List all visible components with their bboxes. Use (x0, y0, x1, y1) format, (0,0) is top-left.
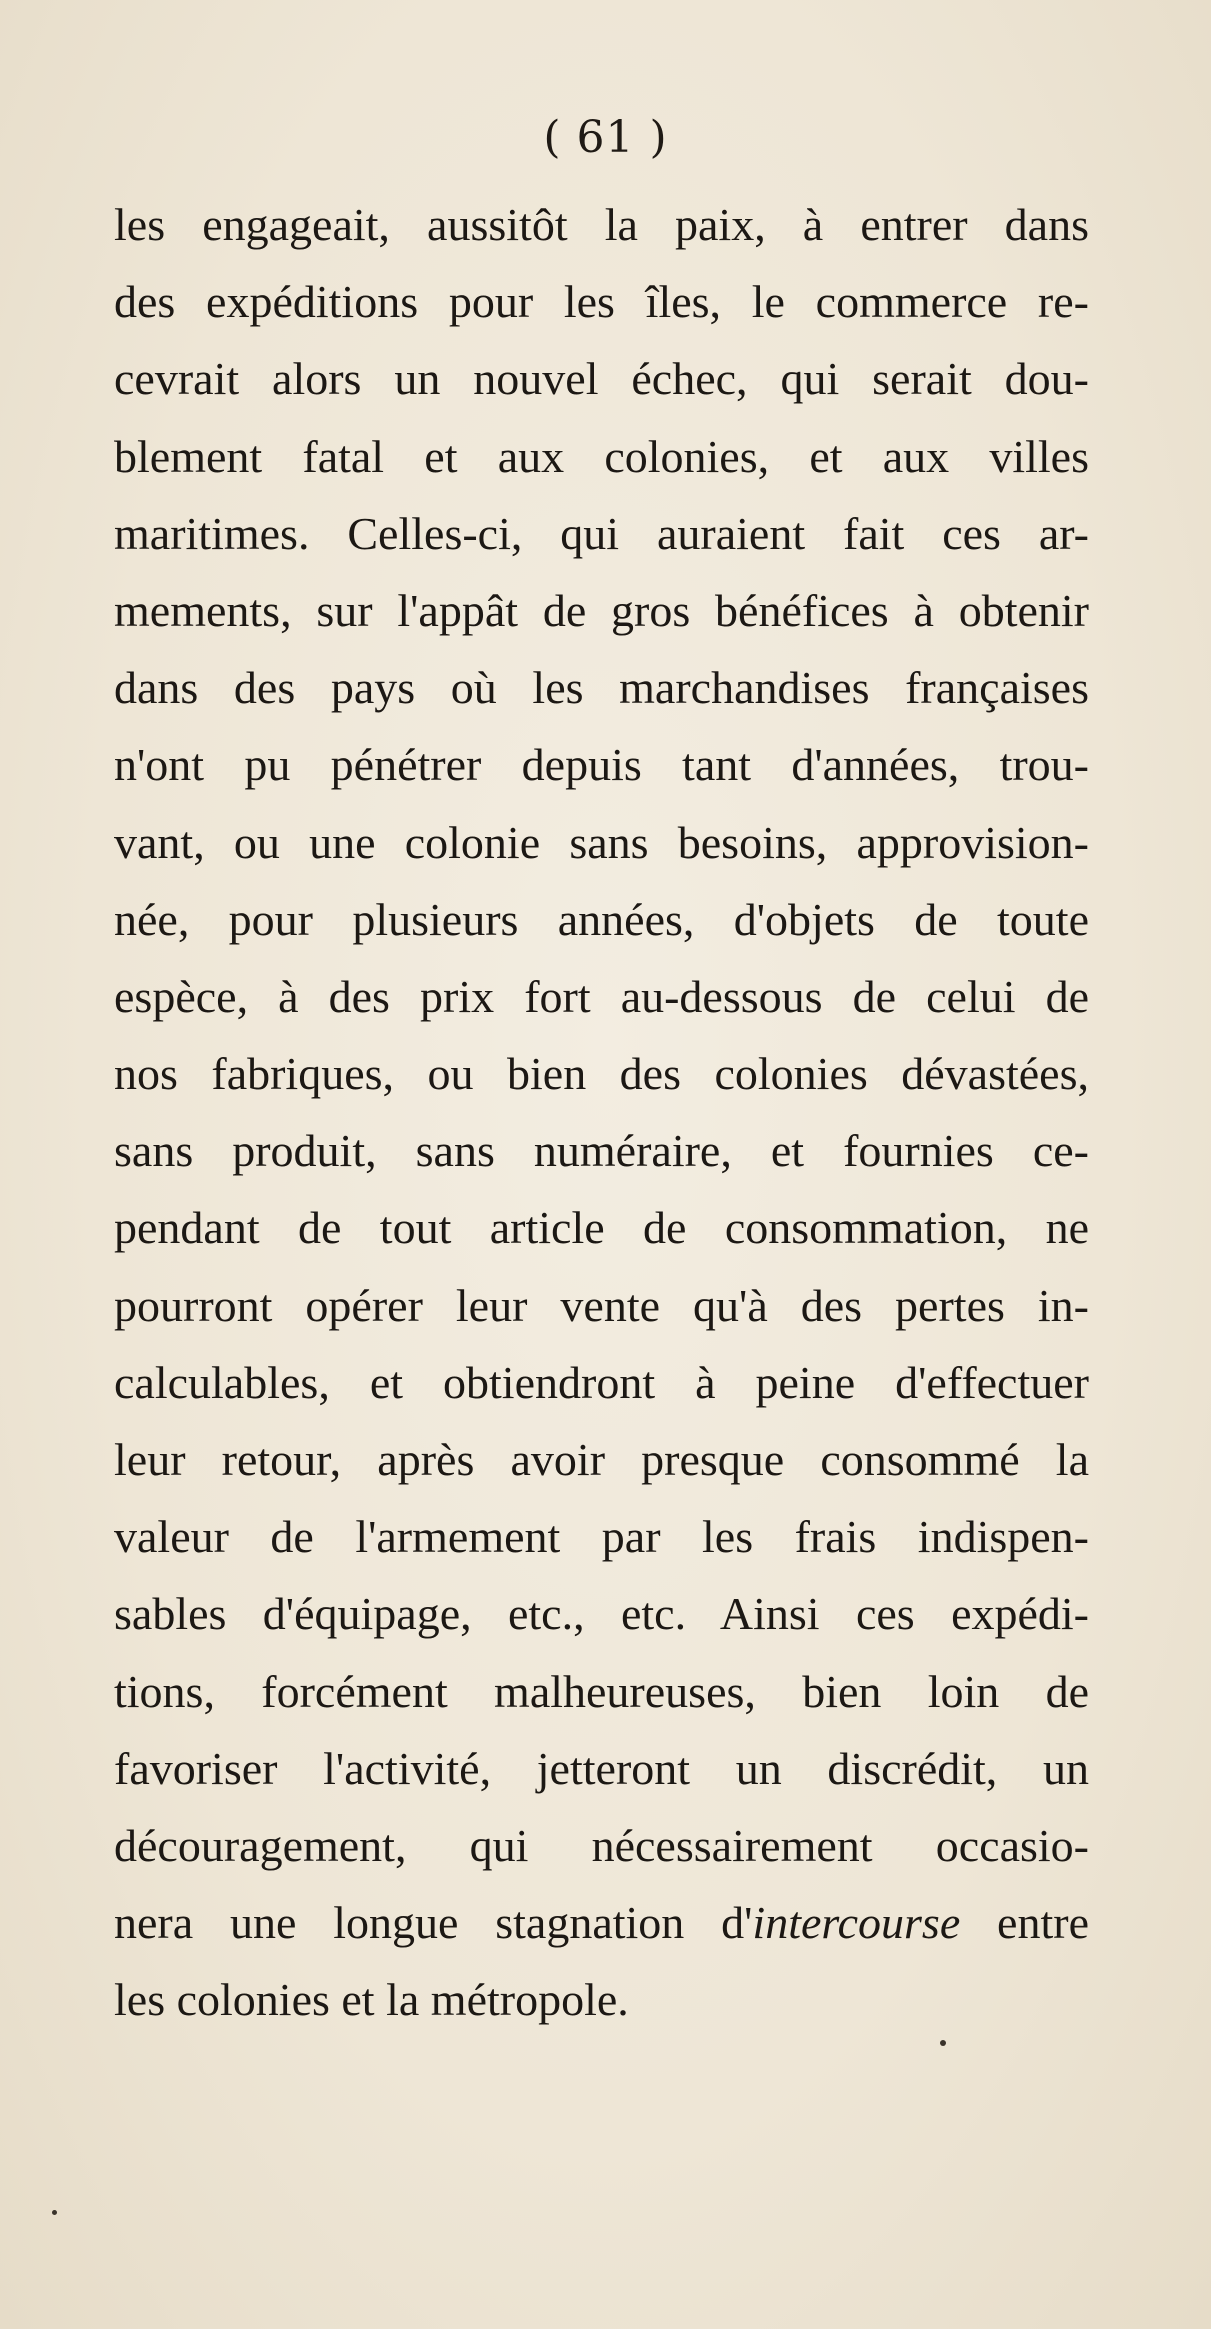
text-line: vant, ou une colonie sans besoins, approvision- (114, 816, 1089, 868)
text-line: dans des pays où les marchandises françaises (114, 662, 1089, 714)
text-line: nos fabriques, ou bien des colonies dévastées, (114, 1048, 1089, 1100)
body-text (114, 186, 1089, 2039)
text-line: les colonies et la métropole. (114, 1974, 629, 2026)
text-segment: entre (960, 1897, 1089, 1949)
text-line: tions, forcément malheureuses, bien loin de (114, 1665, 1089, 1717)
text-line: pourront opérer leur vente qu'à des pertes in- (114, 1279, 1089, 1331)
text-line (114, 1884, 1089, 1961)
text-line: leur retour, après avoir presque consommé la (114, 1434, 1089, 1485)
text-line: favoriser l'activité, jetteront un discrédit, un (114, 1742, 1089, 1794)
text-line: sables d'équipage, etc., etc. Ainsi ces expédi- (114, 1588, 1089, 1640)
text-line: pendant de tout article de consommation, ne (114, 1202, 1089, 1254)
text-line: mements, sur l'appât de gros bénéfices à obtenir (114, 584, 1089, 636)
italic-word: intercourse (752, 1897, 961, 1949)
text-line: découragement, qui nécessairement occasio- (114, 1819, 1089, 1871)
text-line: sans produit, sans numéraire, et fournies ce- (114, 1125, 1089, 1177)
text-line: les engageait, aussitôt la paix, à entrer dans (114, 199, 1089, 250)
ink-speck (940, 2040, 946, 2046)
text-line: cevrait alors un nouvel échec, qui serait dou- (114, 353, 1089, 405)
text-segment: nera une longue stagnation d' (114, 1897, 753, 1949)
ink-speck (52, 2210, 57, 2215)
text-line: espèce, à des prix fort au-dessous de celui de (114, 970, 1089, 1022)
text-line: née, pour plusieurs années, d'objets de toute (114, 893, 1089, 945)
text-line: n'ont pu pénétrer depuis tant d'années, trou- (114, 739, 1089, 791)
text-line: valeur de l'armement par les frais indispen- (114, 1511, 1089, 1563)
page-number: ( 61 ) (543, 112, 668, 163)
text-line: blement fatal et aux colonies, et aux villes (114, 430, 1089, 482)
text-line: calculables, et obtiendront à peine d'effectuer (114, 1356, 1089, 1408)
text-line: maritimes. Celles-ci, qui auraient fait ces ar- (114, 507, 1089, 559)
text-line: des expéditions pour les îles, le commerce re- (114, 276, 1089, 328)
